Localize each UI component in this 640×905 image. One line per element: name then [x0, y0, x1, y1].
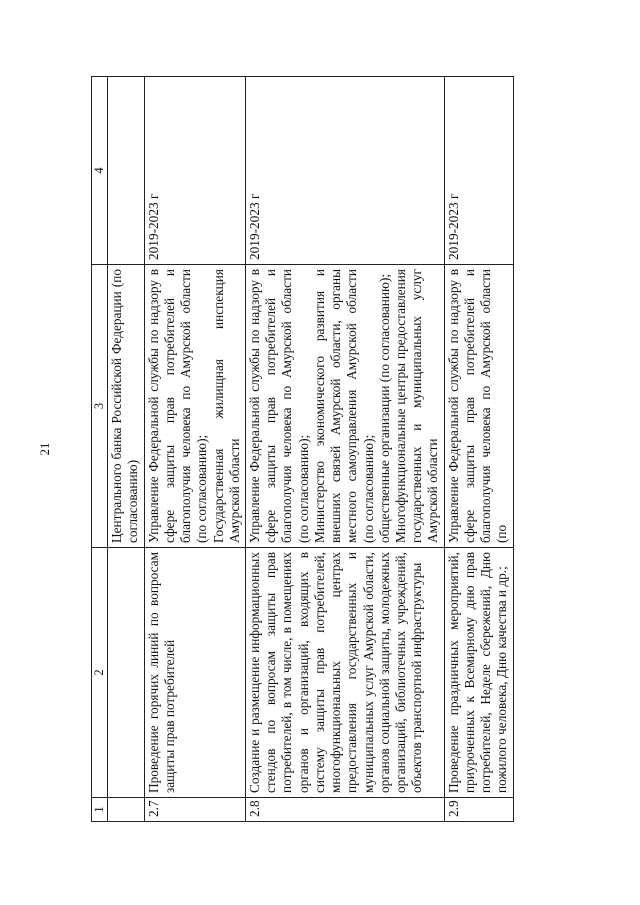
column-header-3: 3 [92, 265, 108, 548]
executor-text: Государственная жилищная инспекция Амурской области [210, 269, 242, 543]
executors-cell [444, 265, 513, 548]
column-header-1: 1 [92, 798, 108, 822]
cell-activity [108, 548, 144, 798]
activity-text: Создание и размещение информационных стендов по вопросам защиты прав потребителей, в том числе, в помещениях органов и организаций, входящих в систему защиты прав потребителей, многофункциональных центрах предоставления государственных и муниципальных услуг Амурской области, органов социальной защиты, молодежных организаций, библиотечных учреждений, объектов транспортной инфраструктуры [246, 548, 445, 798]
executor-text: Многофункциональные центры предоставления государственных и муниципальных услуг Амурской области [392, 269, 441, 543]
table-row [246, 77, 445, 822]
period-text: 2019-2023 г [144, 77, 245, 265]
table-row-continuation [108, 77, 144, 822]
executors-cell [246, 265, 445, 548]
executor-text: Управление Федеральной службы по надзору в сфере защиты прав потребителей и благополучия человека по Амурской области (по согласованию); [247, 269, 311, 543]
column-header-2: 2 [92, 548, 108, 798]
period-text: 2019-2023 г [444, 77, 513, 265]
measures-table [91, 76, 514, 822]
cell-num [108, 798, 144, 822]
period-text: 2019-2023 г [246, 77, 445, 265]
executor-text: Управление Федеральной службы по надзору в сфере защиты прав потребителей и благополучия человека по Амурской области (по согласованию); [145, 269, 210, 543]
activity-text: Проведение горячих линий по вопросам защиты прав потребителей [144, 548, 245, 798]
row-number: 2.9 [444, 798, 513, 822]
table-row [144, 77, 245, 822]
cell-period [108, 77, 144, 265]
row-number: 2.7 [144, 798, 245, 822]
table-row [444, 77, 513, 822]
row-number: 2.8 [246, 798, 445, 822]
cell-executors: Центрального банка Российской Федерации (по согласованию) [108, 265, 144, 548]
page-number: 21 [37, 442, 52, 456]
activity-text: Проведение праздничных мероприятий, приуроченных к Всемирному дню прав потребителей, Неделе сбережений, Дню пожилого человека, Дню качества и др.; [444, 548, 513, 798]
table-header-row [92, 77, 108, 822]
rotated-table-area [91, 77, 548, 822]
executor-text: Министерство экономического развития и внешних связей Амурской области, органы местного самоуправления Амурской области (по согласованию); [311, 269, 376, 543]
column-header-4: 4 [92, 77, 108, 265]
executor-text: Управление Федеральной службы по надзору в сфере защиты прав потребителей и благополучия человека по Амурской области (по [445, 269, 510, 543]
executor-text: общественные организации (по согласованию); [376, 273, 392, 543]
executors-cell [144, 265, 245, 548]
